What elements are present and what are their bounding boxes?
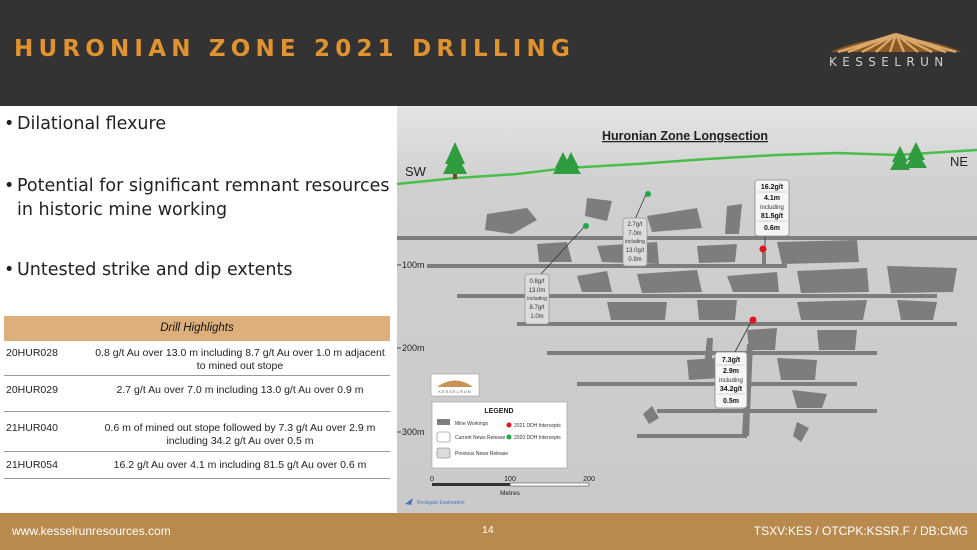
longsection-title: Huronian Zone Longsection <box>602 129 768 143</box>
sw-label: SW <box>405 164 426 179</box>
table-heading: Drill Highlights <box>4 316 390 341</box>
svg-text:7.0m: 7.0m <box>628 231 642 237</box>
ne-label: NE <box>950 154 969 169</box>
svg-text:2021 DDH Intercepts: 2021 DDH Intercepts <box>514 423 561 429</box>
svg-text:2.9m: 2.9m <box>723 368 739 375</box>
svg-text:including: including <box>527 296 547 302</box>
svg-text:Current News Release: Current News Release <box>455 435 506 441</box>
bullet-dot: • <box>4 260 15 280</box>
depth-label: 100m <box>402 260 425 270</box>
svg-text:Metres: Metres <box>500 490 520 497</box>
intercept-2020-marker <box>645 191 651 197</box>
previous-release-swatch <box>437 448 450 458</box>
svg-text:13.0g/t: 13.0g/t <box>625 248 645 254</box>
svg-text:including: including <box>625 239 645 245</box>
svg-text:Mine Workings: Mine Workings <box>455 421 488 427</box>
slide-title: HURONIAN ZONE 2021 DRILLING <box>14 36 576 62</box>
row-divider <box>4 451 390 452</box>
longsection-figure <box>397 106 977 513</box>
bullet-dot: • <box>4 114 15 134</box>
hole-result: 2.7 g/t Au over 7.0 m including 13.0 g/t Au over 0.9 m <box>116 384 364 396</box>
stock-tickers: TSXV:KES / OTCPK:KSSR.F / DB:CMG <box>753 524 968 538</box>
svg-text:16.2g/t: 16.2g/t <box>760 184 784 191</box>
svg-text:2.7g/t: 2.7g/t <box>627 222 643 228</box>
svg-text:0.5m: 0.5m <box>723 398 739 405</box>
svg-text:7.3g/t: 7.3g/t <box>721 357 741 364</box>
svg-text:200: 200 <box>583 476 595 483</box>
hole-id: 20HUR028 <box>6 347 58 359</box>
intercept-2021-marker <box>750 317 757 324</box>
svg-text:LEGEND: LEGEND <box>484 408 514 415</box>
row-divider <box>4 478 390 479</box>
svg-text:8.7g/t: 8.7g/t <box>529 305 545 311</box>
svg-text:0.6m: 0.6m <box>764 225 780 232</box>
svg-text:4.1m: 4.1m <box>764 195 780 202</box>
hole-id: 21HUR054 <box>6 459 58 471</box>
hole-result: 16.2 g/t Au over 4.1 m including 81.5 g/t Au over 0.6 m <box>113 459 367 471</box>
bullet-text: Dilational flexure <box>17 114 167 134</box>
hole-result: 0.6 m of mined out stope followed by 7.3 g/t Au over 2.9 m including 34.2 g/t Au over 0.5 m <box>104 422 376 447</box>
depth-label: 200m <box>402 343 425 353</box>
inset-logo <box>431 374 479 396</box>
svg-text:0.9m: 0.9m <box>628 257 642 263</box>
bullet-item <box>4 258 392 282</box>
slide-header <box>0 0 977 106</box>
svg-text:Rockgate Exploration: Rockgate Exploration <box>417 500 465 506</box>
bullet-item <box>4 174 392 222</box>
drill-highlights-table <box>4 316 390 471</box>
mine-workings-swatch <box>437 419 450 425</box>
row-divider <box>4 411 390 412</box>
svg-text:Previous News Release: Previous News Release <box>455 451 509 457</box>
row-divider <box>4 375 390 376</box>
depth-label: 300m <box>402 427 425 437</box>
intercept-2020-swatch <box>507 435 512 440</box>
svg-text:0: 0 <box>430 476 434 483</box>
svg-text:KESSELRUN: KESSELRUN <box>438 389 472 394</box>
svg-text:34.2g/t: 34.2g/t <box>719 386 743 393</box>
brand-name: KESSELRUN <box>829 55 949 69</box>
svg-text:2020 DDH Intercepts: 2020 DDH Intercepts <box>514 435 561 441</box>
legend-box <box>432 402 567 468</box>
svg-text:including: including <box>719 378 743 384</box>
svg-text:100: 100 <box>504 476 516 483</box>
bullet-dot: • <box>4 176 15 196</box>
kesselrun-logo <box>826 30 966 76</box>
svg-text:1.0m: 1.0m <box>530 314 544 320</box>
hole-result: 0.8 g/t Au over 13.0 m including 8.7 g/t Au over 1.0 m adjacent to mined out stope <box>95 347 385 372</box>
sunrise-icon <box>830 34 962 52</box>
svg-text:13.0m: 13.0m <box>528 288 546 294</box>
hole-id: 21HUR040 <box>6 422 58 434</box>
intercept-callout <box>715 352 747 408</box>
intercept-2021-swatch <box>507 423 512 428</box>
bullet-item <box>4 112 392 136</box>
svg-text:81.5g/t: 81.5g/t <box>760 213 784 220</box>
hole-id: 20HUR029 <box>6 384 58 396</box>
bullet-text: Potential for significant remnant resources in historic mine working <box>17 176 390 220</box>
page-number: 14 <box>482 524 494 536</box>
svg-text:0.8g/t: 0.8g/t <box>529 279 545 285</box>
bullet-text: Untested strike and dip extents <box>17 260 293 280</box>
intercept-callout <box>525 274 549 324</box>
intercept-callout <box>755 180 789 236</box>
slide-footer <box>0 513 977 550</box>
website-link[interactable]: www.kesselrunresources.com <box>12 524 171 538</box>
intercept-2021-marker <box>760 246 767 253</box>
intercept-callout <box>623 218 647 266</box>
current-release-swatch <box>437 432 450 442</box>
svg-text:including: including <box>760 205 784 211</box>
intercept-2020-marker <box>583 223 589 229</box>
